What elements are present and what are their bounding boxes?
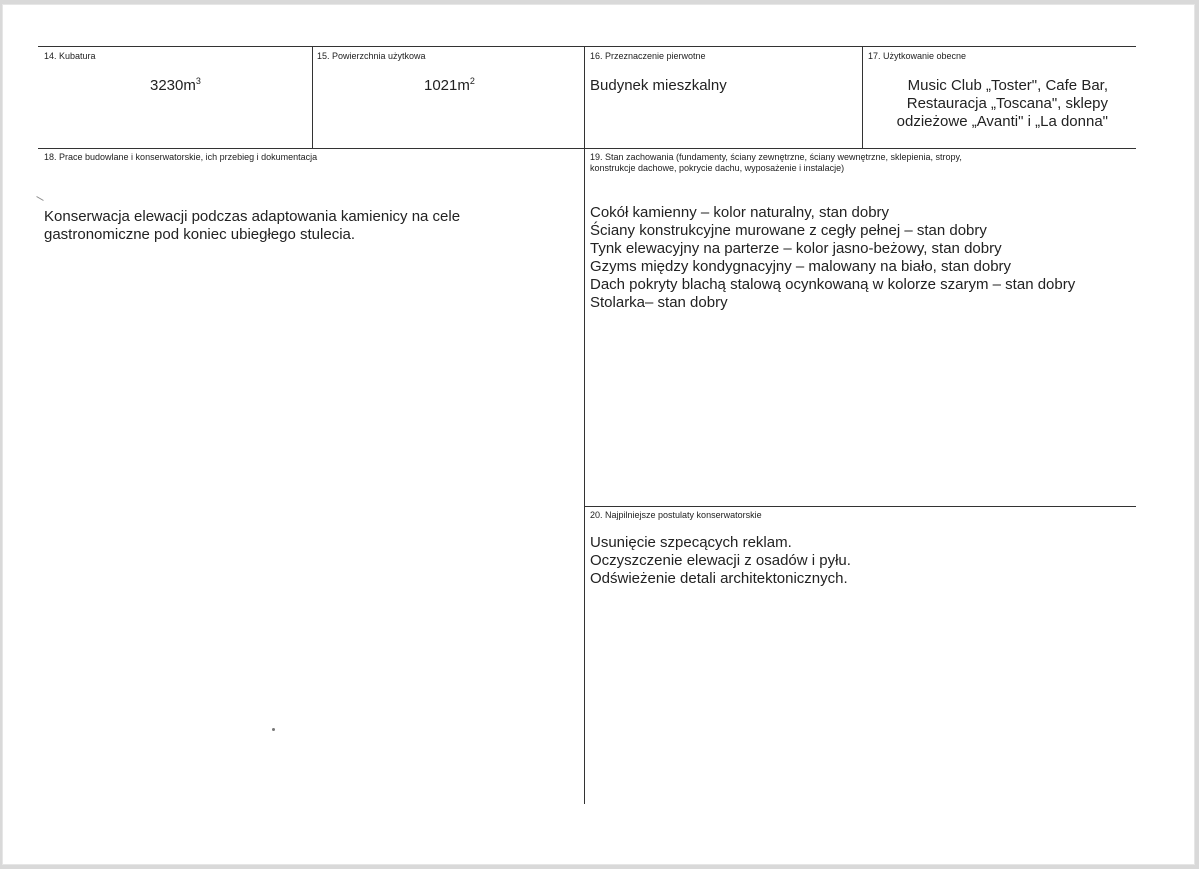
stan-line: Dach pokryty blachą stalową ocynkowaną w kolorze szarym – stan dobry: [590, 276, 1076, 293]
stan-label-line: 19. Stan zachowania (fundamenty, ściany zewnętrzne, ściany wewnętrzne, sklepienia, stropy,: [590, 152, 962, 162]
stan-label: [590, 152, 962, 174]
row2-top-border: [38, 148, 1136, 149]
row1-divider-2: [584, 46, 585, 804]
przeznaczenie-value: Budynek mieszkalny: [590, 77, 727, 94]
stan-line: Tynk elewacyjny na parterze – kolor jasno-beżowy, stan dobry: [590, 240, 1002, 257]
stan-label-line: konstrukcje dachowe, pokrycie dachu, wyposażenie i instalacje): [590, 163, 845, 173]
row1-divider-3: [862, 46, 863, 148]
form-sheet: [2, 4, 1195, 865]
kubatura-exponent: 3: [195, 76, 201, 86]
row1-top-border: [38, 46, 1136, 47]
stan-value: [590, 204, 1075, 312]
stan-line: Cokół kamienny – kolor naturalny, stan dobry: [590, 204, 890, 221]
stan-line: Ściany konstrukcyjne murowane z cegły pełnej – stan dobry: [590, 222, 987, 239]
stan-line: Stolarka– stan dobry: [590, 294, 728, 311]
uzytkowanie-line: Music Club „Toster", Cafe Bar,: [907, 77, 1108, 94]
uzytkowanie-line: odzieżowe „Avanti" i „La donna": [896, 113, 1108, 130]
postulaty-label: 20. Najpilniejsze postulaty konserwatorskie: [590, 510, 762, 520]
scan-speck: [272, 728, 275, 731]
scan-mark: [36, 196, 43, 201]
prace-line: Konserwacja elewacji podczas adaptowania kamienicy na cele: [44, 208, 461, 225]
kubatura-number: 3230m: [150, 77, 196, 94]
postulaty-line: Usunięcie szpecących reklam.: [590, 534, 792, 551]
postulaty-line: Oczyszczenie elewacji z osadów i pyłu.: [590, 552, 851, 569]
uzytkowanie-line: Restauracja „Toscana", sklepy: [906, 95, 1108, 112]
przeznaczenie-label: 16. Przeznaczenie pierwotne: [590, 51, 706, 61]
powierzchnia-exponent: 2: [469, 76, 475, 86]
section20-top-border: [584, 506, 1136, 507]
kubatura-label: 14. Kubatura: [44, 51, 96, 61]
postulaty-value: [590, 534, 851, 588]
uzytkowanie-value: [868, 77, 1108, 131]
row1-divider-1: [312, 46, 313, 148]
kubatura-value: [150, 77, 201, 95]
prace-line: gastronomiczne pod koniec ubiegłego stulecia.: [44, 226, 356, 243]
stan-line: Gzyms między kondygnacyjny – malowany na biało, stan dobry: [590, 258, 1012, 275]
uzytkowanie-label: 17. Użytkowanie obecne: [868, 51, 967, 61]
powierzchnia-number: 1021m: [424, 77, 470, 94]
powierzchnia-label: 15. Powierzchnia użytkowa: [317, 51, 426, 61]
powierzchnia-value: [424, 77, 475, 95]
postulaty-line: Odświeżenie detali architektonicznych.: [590, 570, 848, 587]
prace-label: 18. Prace budowlane i konserwatorskie, ich przebieg i dokumentacja: [44, 152, 318, 162]
prace-value: [44, 208, 460, 244]
